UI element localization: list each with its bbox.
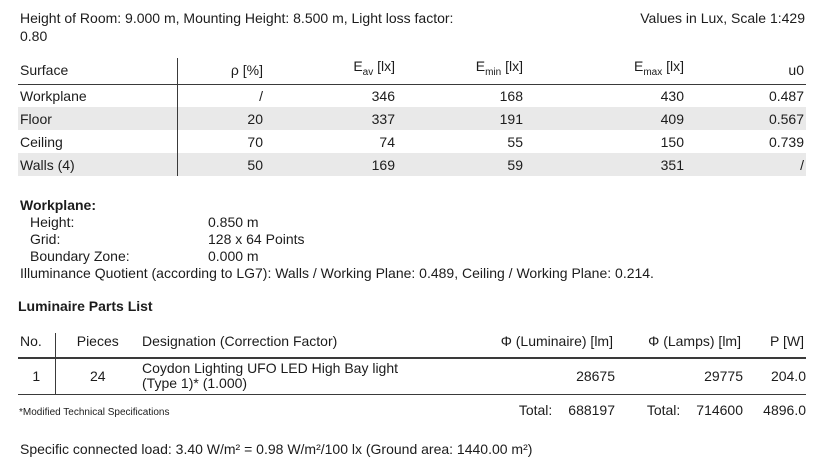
cell-emin: 191	[499, 110, 523, 127]
table-row-walls	[18, 153, 806, 176]
page-header	[0, 0, 813, 45]
cell-eav: 346	[371, 88, 395, 105]
cell-eav: 74	[379, 133, 395, 150]
luminaire-parts-list-title: Luminaire Parts List	[18, 298, 153, 315]
cell-emax: 351	[660, 156, 684, 173]
surface-results-table	[18, 58, 806, 176]
designation-line2: (Type 1)* (1.000)	[142, 375, 248, 392]
cell-surface: Floor	[18, 107, 177, 130]
room-parameters-line1: Height of Room: 9.000 m, Mounting Height: 8.500 m, Light loss factor:	[20, 10, 454, 26]
cell-power: 204.0	[743, 358, 806, 395]
modified-specs-footnote: *Modified Technical Specifications	[19, 407, 170, 419]
total-flux-lamps-cell	[615, 395, 743, 419]
workplane-details	[0, 197, 813, 282]
room-parameters	[20, 9, 453, 45]
table-row-ceiling	[18, 130, 806, 153]
workplane-grid-value: 128 x 64 Points	[208, 231, 305, 248]
cell-surface: Ceiling	[18, 130, 177, 153]
luminaire-table-header-row	[18, 333, 806, 358]
room-parameters-line2: 0.80	[20, 28, 48, 44]
header-emin: $E_{min}$ [lx]	[397, 58, 525, 84]
cell-rho: /	[259, 88, 263, 105]
illuminance-quotient-line: Illuminance Quotient (according to LG7): Walls / Working Plane: 0.489, Ceiling / Working Plane: 0.214.	[20, 265, 654, 282]
cell-surface: Walls (4)	[18, 153, 177, 176]
header-surface: Surface	[18, 58, 177, 84]
luminaire-parts-table	[18, 333, 806, 418]
header-power: P [W]	[743, 333, 806, 358]
header-rho: ρ [%]	[177, 58, 265, 84]
header-pieces: Pieces	[55, 333, 140, 358]
cell-u0: /	[800, 156, 804, 173]
total-power-value: 4896.0	[763, 402, 806, 419]
cell-surface: Workplane	[18, 84, 177, 107]
workplane-height-row	[30, 214, 813, 231]
cell-emin: 168	[499, 88, 523, 105]
cell-emax: 430	[660, 88, 684, 105]
designation-line1: Coydon Lighting UFO LED High Bay light	[142, 360, 399, 377]
total-flux-lamps-value: 714600	[696, 402, 743, 419]
header-flux-luminaire: Φ (Luminaire) [lm]	[480, 333, 615, 358]
workplane-grid-row	[30, 231, 813, 248]
table-row-workplane	[18, 84, 806, 107]
workplane-title: Workplane:	[20, 197, 96, 214]
footnote-cell	[18, 395, 480, 419]
header-no: No.	[18, 333, 55, 358]
workplane-grid-label: Grid:	[30, 231, 61, 248]
cell-designation	[140, 358, 480, 395]
workplane-boundary-label: Boundary Zone:	[30, 248, 130, 265]
cell-emax: 150	[660, 133, 684, 150]
cell-flux-luminaire: 28675	[480, 358, 615, 395]
cell-u0: 0.567	[768, 110, 804, 127]
cell-eav: 169	[371, 156, 395, 173]
header-emax: $E_{max}$ [lx]	[525, 58, 686, 84]
cell-u0: 0.487	[768, 88, 804, 105]
table-row-floor	[18, 107, 806, 130]
cell-rho: 20	[247, 110, 263, 127]
cell-eav: 337	[371, 110, 395, 127]
workplane-height-value: 0.850 m	[208, 214, 259, 231]
values-scale-note: Values in Lux, Scale 1:429	[640, 10, 805, 26]
cell-rho: 50	[247, 156, 263, 173]
luminaire-totals-row	[18, 395, 806, 419]
cell-pieces: 24	[55, 358, 140, 395]
cell-u0: 0.739	[768, 133, 804, 150]
cell-emin: 55	[507, 133, 523, 150]
cell-flux-lamps: 29775	[615, 358, 743, 395]
total-flux-luminaire-cell	[480, 395, 615, 419]
cell-no: 1	[18, 358, 55, 395]
specific-connected-load: Specific connected load: 3.40 W/m² = 0.98 W/m²/100 lx (Ground area: 1440.00 m²)	[20, 441, 533, 458]
workplane-height-label: Height:	[30, 214, 75, 231]
luminaire-row	[18, 358, 806, 395]
workplane-boundary-row	[30, 248, 813, 265]
total-flux-luminaire-value: 688197	[568, 402, 615, 419]
total-label-lamps: Total:	[646, 402, 681, 419]
cell-rho: 70	[247, 133, 263, 150]
surface-table-header-row	[18, 58, 806, 84]
header-flux-lamps: Φ (Lamps) [lm]	[615, 333, 743, 358]
workplane-boundary-value: 0.000 m	[208, 248, 259, 265]
cell-emin: 59	[507, 156, 523, 173]
header-designation: Designation (Correction Factor)	[140, 333, 480, 358]
header-eav: $E_{av}$ [lx]	[265, 58, 397, 84]
header-u0: u0	[686, 58, 806, 84]
cell-emax: 409	[660, 110, 684, 127]
total-label-luminaire: Total:	[518, 402, 553, 419]
